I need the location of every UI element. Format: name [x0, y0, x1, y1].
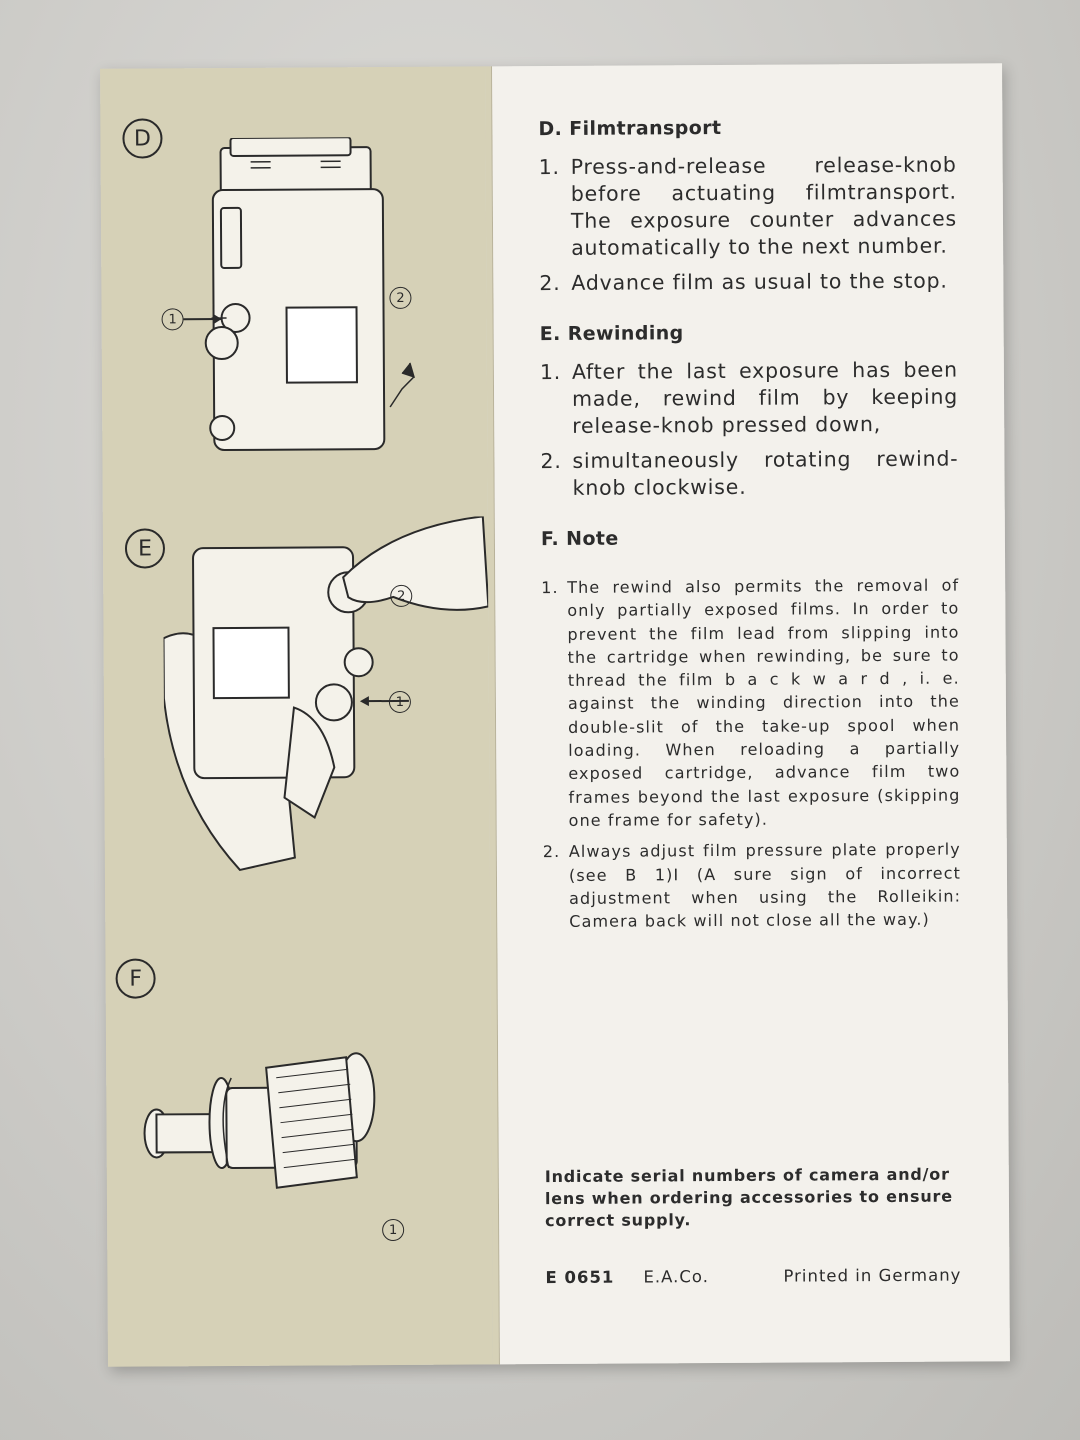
figure-d-callout-1: 1 [162, 308, 184, 330]
section-f-title: F. Note [540, 527, 619, 551]
figure-e-callout-2: 2 [390, 585, 412, 607]
section-f-item-1-num: 1. [541, 577, 559, 598]
section-d-item-1-text: Press-and-release release-knob before actuating filmtransport. The exposure counter advances automatically to the next number. [570, 152, 958, 260]
section-e-item-1-text: After the last exposure has been made, rewind film by keeping release-knob pressed down, [571, 357, 959, 438]
figure-e-rewinding-illustration [163, 516, 490, 878]
footer-company: E.A.Co. [643, 1267, 709, 1287]
figure-e-callout-1: 1 [389, 691, 411, 713]
section-d-item-1-num: 1. [538, 154, 560, 180]
footer-printed: Printed in Germany [783, 1265, 962, 1286]
section-f-item-1 [541, 574, 961, 833]
figure-d-callout-2: 2 [389, 287, 411, 309]
section-e-item-1 [540, 357, 958, 441]
section-e-item-2-text: simultaneously rotating rewind-knob clockwise. [572, 446, 959, 500]
instruction-sheet [100, 63, 1010, 1366]
figure-d-camera-illustration [150, 137, 422, 459]
section-f-item-2-text: Always adjust film pressure plate properly (see B 1)I (A sure sign of incorrect adjustment when using the Rolleikin: Camera back will not close all the way.) [568, 839, 962, 932]
section-f-item-1-text: The rewind also permits the removal of only partially exposed films. In order to prevent the film lead from slipping into the cartridge when rewinding, be sure to thread the film b a c k w a r d , i. e. against the winding direction into the double-slit of the take-up spool when loading. When reloading a partially exposed cartridge, advance film two frames beyond the last exposure (skipping one frame for safety). [567, 575, 961, 830]
footer [545, 1265, 981, 1287]
figure-f-callout-1: 1 [382, 1219, 404, 1241]
section-d-item-1 [539, 152, 958, 263]
section-d-item-2-text: Advance film as usual to the stop. [571, 268, 948, 295]
figure-d-label: D [122, 118, 162, 158]
illustration-panel [100, 66, 493, 1366]
section-e-item-1-num: 1. [539, 359, 562, 385]
figure-e-label: E [125, 528, 165, 568]
figure-f-spool-illustration [136, 1037, 397, 1219]
section-d-item-2-num: 2. [539, 270, 561, 296]
section-d-title: D. Filmtransport [538, 116, 722, 141]
section-e-item-2-num: 2. [540, 448, 562, 474]
section-e-item-2 [540, 446, 958, 503]
section-e-title: E. Rewinding [539, 322, 684, 346]
footer-code: E 0651 [545, 1267, 615, 1288]
figure-f-label: F [115, 958, 155, 998]
text-panel [492, 63, 1010, 1364]
instructions-column [538, 116, 961, 942]
section-d-item-2 [539, 268, 957, 298]
section-f-item-2 [543, 838, 962, 934]
section-f-item-2-num: 2. [542, 842, 561, 862]
accessory-order-notice: Indicate serial numbers of camera and/or lens when ordering accessories to ensure correct supply. [544, 1164, 953, 1231]
